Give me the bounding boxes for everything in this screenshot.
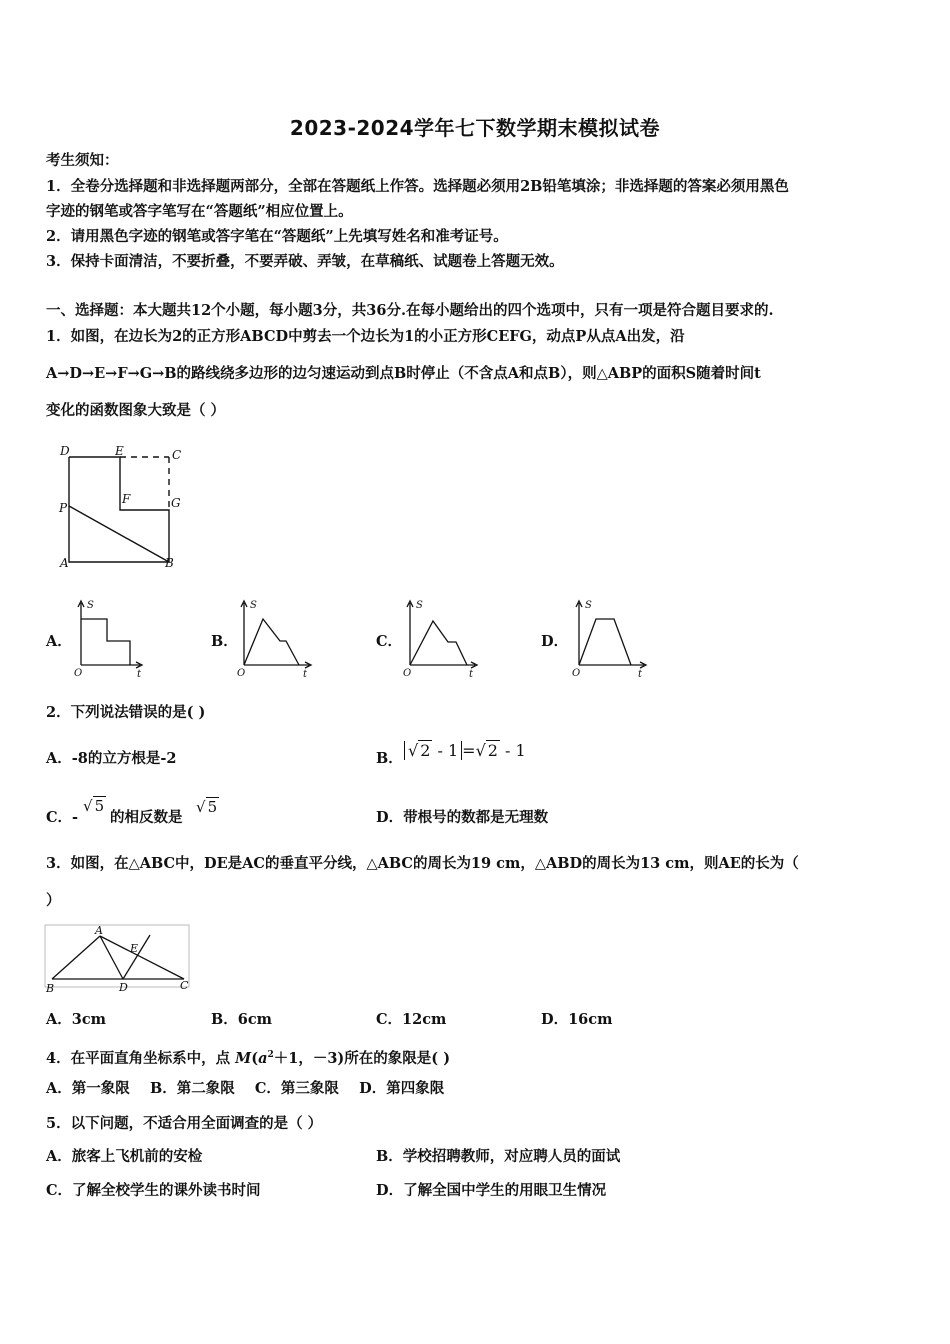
q2-option-a[interactable]: A．-8的立方根是-2 bbox=[46, 750, 177, 767]
q3-label-c: C bbox=[180, 979, 189, 992]
q2-option-c-label[interactable]: C．- bbox=[46, 809, 79, 826]
svg-text:t: t bbox=[469, 669, 474, 680]
q2-stem: 2．下列说法错误的是( ) bbox=[46, 704, 206, 721]
q5-option-c[interactable]: C．了解全校学生的课外读书时间 bbox=[46, 1182, 261, 1199]
q3-label-a: A bbox=[95, 924, 103, 937]
svg-text:t: t bbox=[303, 669, 308, 680]
svg-text:O: O bbox=[403, 668, 412, 679]
q1-option-a-label[interactable]: A． bbox=[46, 633, 72, 650]
q1-figure bbox=[55, 440, 190, 575]
q1-label-b: B bbox=[165, 556, 174, 570]
q3-label-b: B bbox=[46, 982, 55, 995]
notice-item-1: 1．全卷分选择题和非选择题两部分，全部在答题纸上作答。选择题必须用2B铅笔填涂；非选择题的答案必须用黑色 bbox=[46, 178, 789, 195]
q5-option-d[interactable]: D．了解全国中学生的用眼卫生情况 bbox=[376, 1182, 607, 1199]
q5-option-b[interactable]: B．学校招聘教师，对应聘人员的面试 bbox=[376, 1148, 621, 1165]
svg-text:S: S bbox=[250, 600, 257, 611]
q1-stem-line3: 变化的函数图象大致是（ ） bbox=[46, 402, 226, 419]
q2-option-c-text[interactable]: 的相反数是 bbox=[110, 809, 183, 826]
q1-label-f: F bbox=[122, 492, 131, 506]
q2-option-c-root1[interactable]: √ 5 bbox=[83, 797, 105, 815]
q3-option-a[interactable]: A．3cm bbox=[46, 1011, 107, 1028]
notice-item-2: 2．请用黑色字迹的钢笔或答字笔在“答题纸”上先填写姓名和准考证号。 bbox=[46, 228, 508, 245]
q2-option-b-expr[interactable]: √ 2 - 1 =√ 2 - 1 bbox=[404, 738, 526, 764]
q1-option-b-label[interactable]: B． bbox=[211, 633, 238, 650]
svg-text:S: S bbox=[416, 600, 423, 611]
section-heading: 一、选择题：本大题共12个小题，每小题3分，共36分.在每小题给出的四个选项中，只有一项是符合题目要求的. bbox=[46, 302, 774, 319]
q1-label-a: A bbox=[60, 556, 69, 570]
q3-stem-line2: ） bbox=[46, 892, 61, 909]
svg-text:t: t bbox=[137, 669, 142, 680]
q3-label-d: D bbox=[119, 981, 128, 994]
q1-option-d-label[interactable]: D． bbox=[541, 633, 569, 650]
q3-stem-line1: 3．如图，在△ABC中，DE是AC的垂直平分线，△ABC的周长为19 cm，△ABD的周长为13 cm，则AE的长为（ bbox=[46, 855, 799, 872]
q1-label-d: D bbox=[60, 444, 70, 458]
notice-item-3: 3．保持卡面清洁，不要折叠，不要弄破、弄皱，在草稿纸、试题卷上答题无效。 bbox=[46, 253, 564, 270]
q3-option-d[interactable]: D．16cm bbox=[541, 1011, 613, 1028]
q1-option-c-label[interactable]: C． bbox=[376, 633, 403, 650]
q1-label-c: C bbox=[172, 448, 182, 462]
svg-text:t: t bbox=[638, 669, 643, 680]
q2-option-c-root2[interactable]: √ 5 bbox=[196, 798, 218, 816]
q3-option-c[interactable]: C．12cm bbox=[376, 1011, 447, 1028]
notice-item-1-cont: 字迹的钢笔或答字笔写在“答题纸”相应位置上。 bbox=[46, 203, 353, 220]
svg-text:O: O bbox=[237, 668, 246, 679]
svg-text:S: S bbox=[585, 600, 592, 611]
q5-option-a[interactable]: A．旅客上飞机前的安检 bbox=[46, 1148, 203, 1165]
q1-option-c-graph[interactable] bbox=[399, 597, 484, 682]
q1-label-p: P bbox=[59, 501, 68, 515]
q4-stem: 4．在平面直角坐标系中，点 $M(a^2+1$，－3)所在的象限是( ) bbox=[46, 1049, 451, 1067]
q1-label-g: G bbox=[171, 496, 181, 510]
q3-option-b[interactable]: B．6cm bbox=[211, 1011, 273, 1028]
q5-stem: 5．以下问题，不适合用全面调查的是（ ） bbox=[46, 1115, 323, 1132]
q1-option-d-graph[interactable] bbox=[568, 597, 653, 682]
q1-label-e: E bbox=[115, 444, 124, 458]
page-title: 2023-2024学年七下数学期末模拟试卷 bbox=[289, 116, 661, 140]
svg-text:O: O bbox=[74, 668, 83, 679]
q3-label-e: E bbox=[130, 942, 139, 955]
svg-text:S: S bbox=[87, 600, 94, 611]
q2-option-d[interactable]: D．带根号的数都是无理数 bbox=[376, 809, 549, 826]
q1-stem-line1: 1．如图，在边长为2的正方形ABCD中剪去一个边长为1的小正方形CEFG，动点P从点A出发，沿 bbox=[46, 328, 685, 345]
svg-text:O: O bbox=[572, 668, 581, 679]
q1-option-a-graph[interactable] bbox=[70, 597, 150, 682]
q4-options[interactable]: A．第一象限 B．第二象限 C．第三象限 D．第四象限 bbox=[46, 1080, 445, 1097]
q3-figure bbox=[44, 922, 194, 997]
q1-stem-line2: A→D→E→F→G→B的路线绕多边形的边匀速运动到点B时停止（不含点A和点B），则△ABP的面积S随着时间t bbox=[46, 365, 761, 382]
notice-heading: 考生须知： bbox=[46, 152, 119, 169]
q1-option-b-graph[interactable] bbox=[233, 597, 318, 682]
q2-option-b-label[interactable]: B． bbox=[376, 750, 403, 767]
